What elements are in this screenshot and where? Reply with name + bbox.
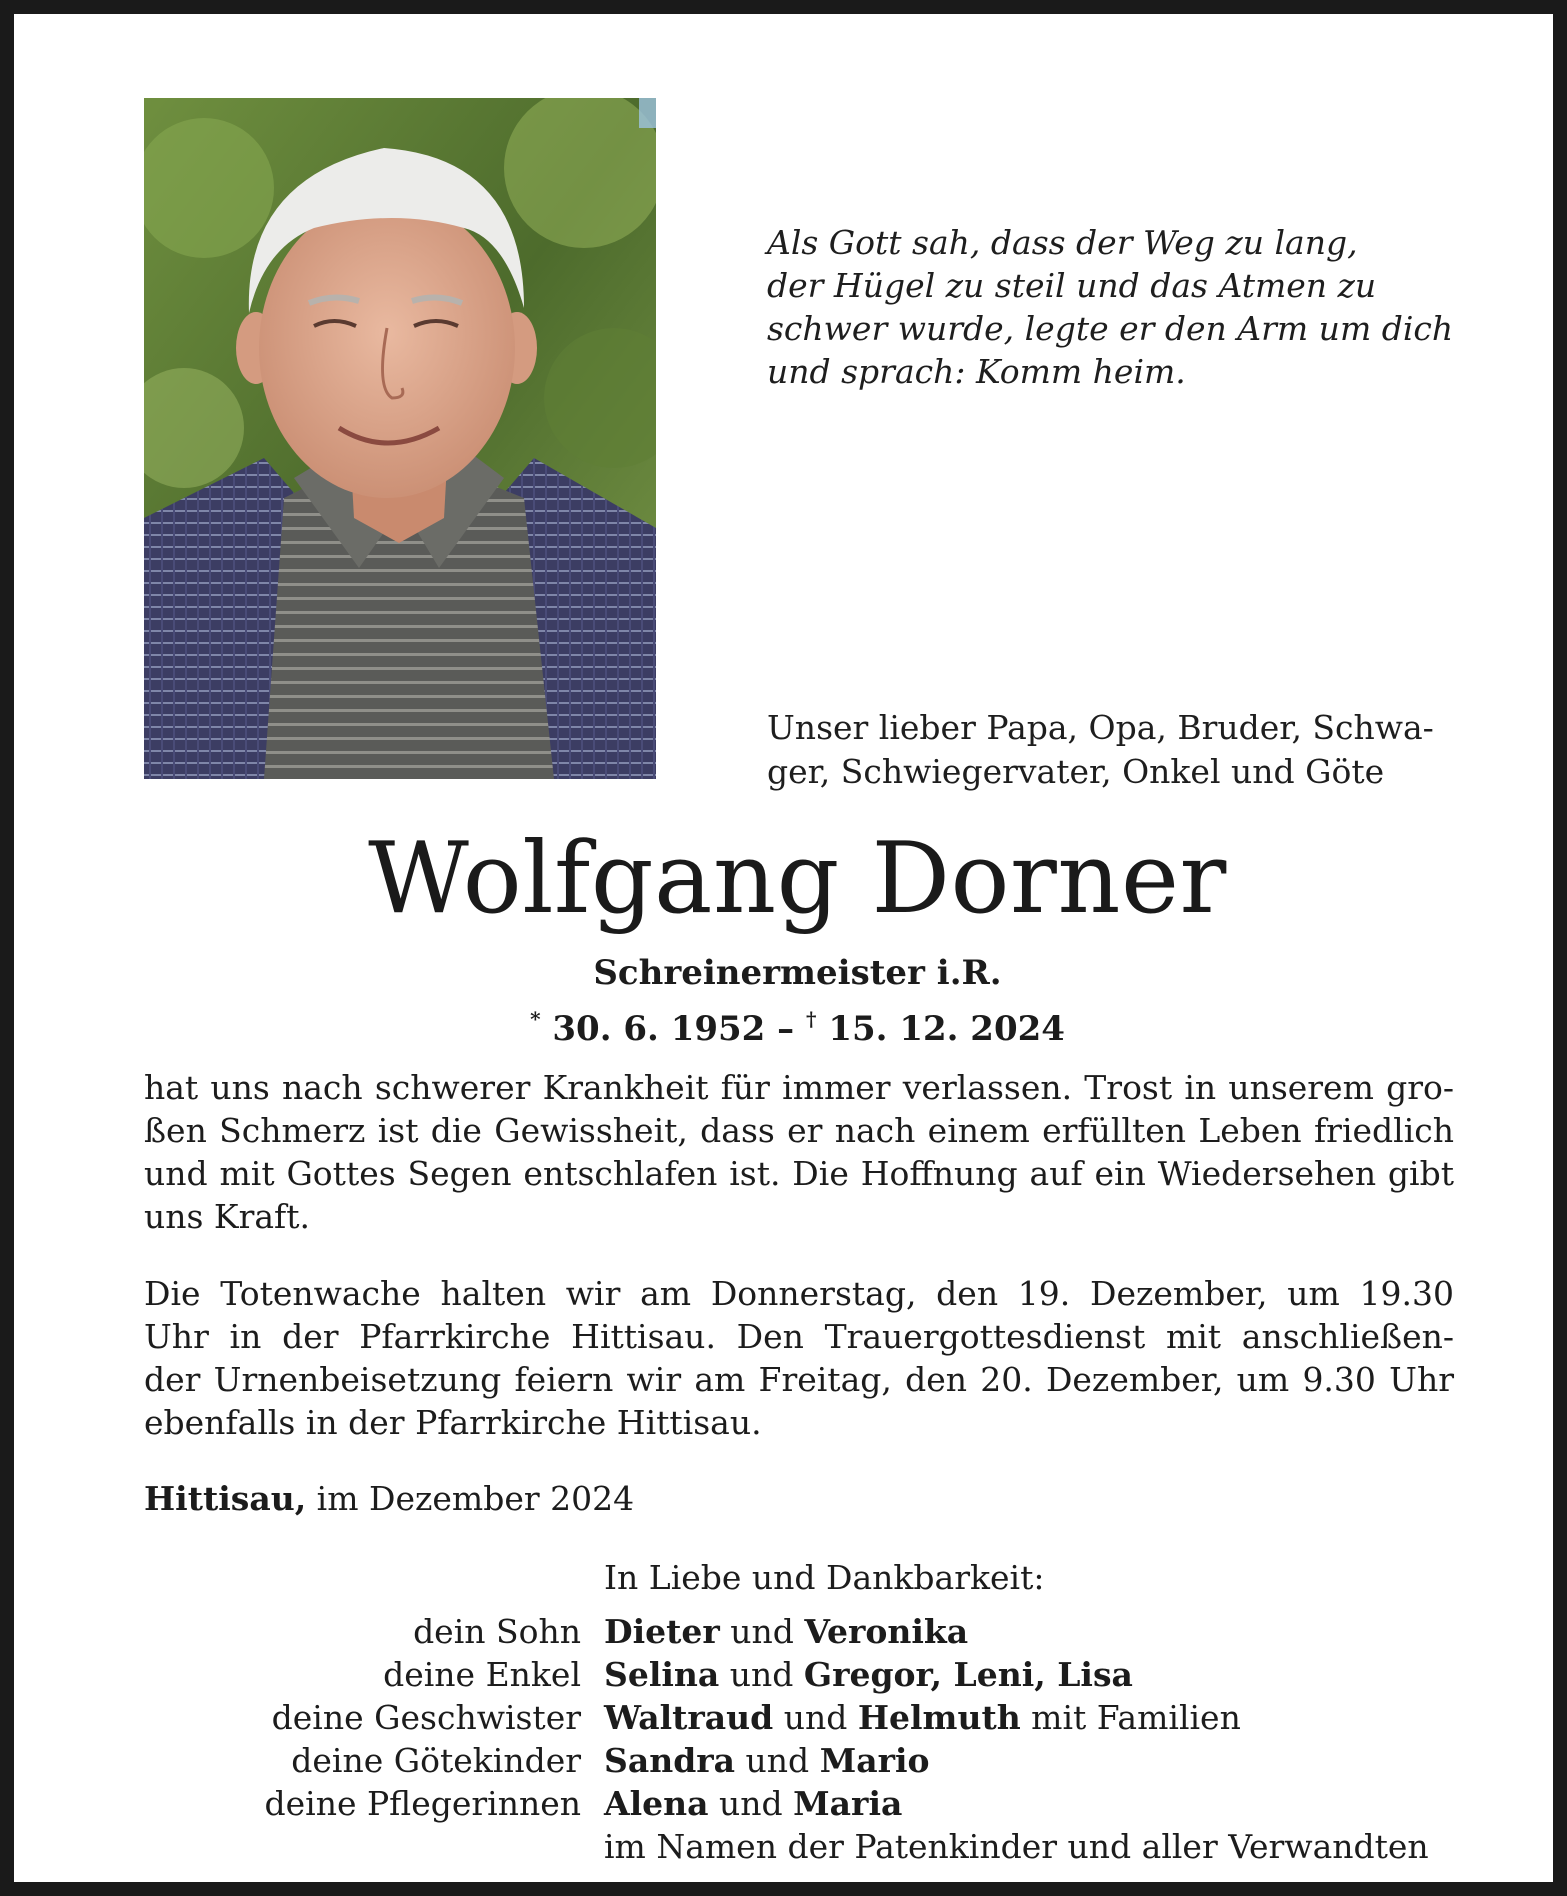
relative-name: Selina	[604, 1655, 720, 1694]
birth-date: 30. 6. 1952	[552, 1009, 766, 1049]
paragraph-line: und mit Gottes Segen entschlafen ist. Die Hoffnung auf ein Wiedersehen gibt	[144, 1154, 1454, 1193]
relative-conj: und	[773, 1698, 858, 1737]
relative-names	[604, 1739, 930, 1782]
paragraph-line: Die Totenwache halten wir am Donnerstag, den 19. Dezember, um 19.30	[144, 1274, 1454, 1313]
service-paragraph	[144, 1272, 1454, 1444]
relative-name: Maria	[793, 1784, 903, 1823]
relative-name: Sandra	[604, 1741, 736, 1780]
relative-name: Veronika	[804, 1612, 969, 1651]
life-dates	[14, 997, 1567, 1051]
deceased-name: Wolfgang Dorner	[368, 822, 1227, 936]
relative-label: dein Sohn	[413, 1612, 581, 1651]
paragraph-line: Uhr in der Pfarrkirche Hittisau. Den Trauergottesdienst mit anschließen-	[144, 1317, 1454, 1356]
relative-name: Dieter	[604, 1612, 720, 1651]
relative-names	[604, 1782, 902, 1825]
paragraph-line: der Urnenbeisetzung feiern wir am Freitag, den 20. Dezember, um 9.30 Uhr	[144, 1360, 1454, 1399]
relative-conj: und	[735, 1741, 820, 1780]
relative-suffix: mit Familien	[1020, 1698, 1241, 1737]
thanks-heading: In Liebe und Dankbarkeit:	[604, 1558, 1045, 1597]
portrait-photo	[144, 98, 656, 779]
intro-text	[767, 706, 1467, 794]
poem	[767, 221, 1467, 393]
place-date	[144, 1477, 634, 1520]
date-separator: –	[765, 1009, 807, 1049]
relative-label: deine Geschwister	[271, 1698, 581, 1737]
birth-symbol: *	[530, 1007, 541, 1031]
relative-names	[604, 1653, 1133, 1696]
relative-name: Mario	[819, 1741, 930, 1780]
poem-line: und sprach: Komm heim.	[767, 352, 1186, 391]
paragraph-line: uns Kraft.	[144, 1197, 310, 1236]
relative-names	[604, 1610, 968, 1653]
relative-name: Helmuth	[857, 1698, 1021, 1737]
intro-line: ger, Schwiegervater, Onkel und Göte	[767, 752, 1385, 791]
relative-names	[604, 1696, 1241, 1739]
death-symbol: †	[806, 1007, 817, 1031]
relative-name: Waltraud	[604, 1698, 774, 1737]
poem-line: Als Gott sah, dass der Weg zu lang,	[767, 223, 1358, 262]
relative-conj: und	[719, 1655, 804, 1694]
deceased-title: Schreinermeister i.R.	[593, 953, 1002, 993]
death-date: 15. 12. 2024	[828, 1009, 1065, 1049]
intro-line: Unser lieber Papa, Opa, Bruder, Schwa-	[767, 708, 1434, 747]
poem-line: der Hügel zu steil und das Atmen zu	[767, 266, 1377, 305]
relative-name: Alena	[604, 1784, 709, 1823]
relative-conj: und	[719, 1612, 805, 1651]
place-date-text: im Dezember 2024	[306, 1479, 635, 1518]
portrait-illustration	[144, 98, 656, 779]
relative-name: Gregor, Leni, Lisa	[803, 1655, 1133, 1694]
announcement-paragraph	[144, 1066, 1454, 1238]
paragraph-line: hat uns nach schwerer Krankheit für immer verlassen. Trost in unserem gro-	[144, 1068, 1454, 1107]
paragraph-line: ßen Schmerz ist die Gewissheit, dass er nach einem erfüllten Leben friedlich	[144, 1111, 1454, 1150]
closing-line: im Namen der Patenkinder und aller Verwandten	[604, 1827, 1429, 1866]
relative-conj: und	[708, 1784, 794, 1823]
relative-label: deine Götekinder	[291, 1741, 581, 1780]
paragraph-line: ebenfalls in der Pfarrkirche Hittisau.	[144, 1403, 762, 1442]
poem-line: schwer wurde, legte er den Arm um dich	[767, 309, 1454, 348]
relative-label: deine Pflegerinnen	[264, 1784, 581, 1823]
place-town: Hittisau,	[144, 1479, 307, 1518]
relative-label: deine Enkel	[383, 1655, 581, 1694]
